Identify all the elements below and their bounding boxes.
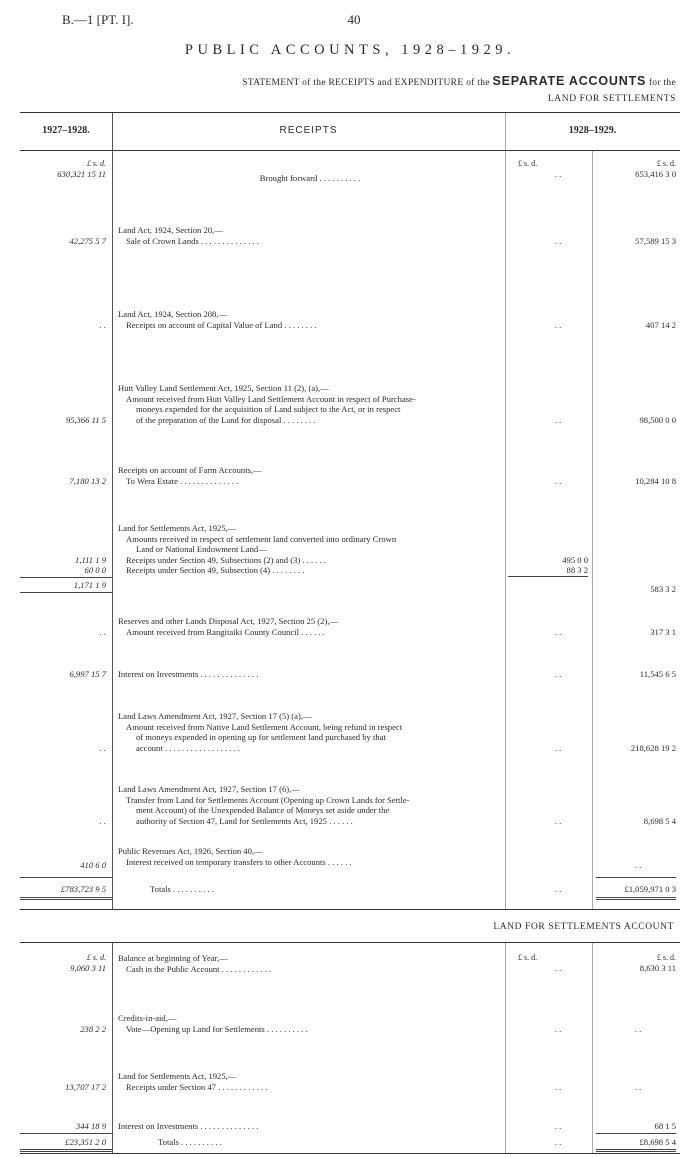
table-header (20, 113, 680, 151)
mid-amount: . . (554, 816, 562, 826)
page-title: PUBLIC ACCOUNTS, 1928–1929. (184, 42, 516, 58)
curr-amount: . . (634, 1082, 642, 1092)
column-divider (592, 150, 593, 909)
row-description-line: of the preparation of the Land for disposal . . . . . . . . (136, 414, 316, 425)
prev-amount: 410 6 0 (80, 860, 106, 870)
prev-amount: . . (99, 627, 106, 637)
row-description-line: Reserves and other Lands Disposal Act, 1927, Section 25 (2),— (118, 616, 339, 626)
row-description-line: Sale of Crown Lands . . . . . . . . . . . . . . (126, 235, 259, 246)
row-description-line: To Wera Estate . . . . . . . . . . . . . . (126, 475, 239, 486)
prev-subtotal: 1,171 1 9 (73, 580, 106, 590)
account-table (20, 942, 680, 1154)
row-description-line: ment Account) of the Unexpended Balance of Moneys set aside under the (136, 805, 390, 815)
row-description-line: Receipts under Section 49, Subsection (4) . . . . . . . . (126, 565, 305, 575)
curr-amount: 11,545 6 5 (639, 669, 676, 679)
row-description-line: Receipts under Section 47 . . . . . . . . . . . . (126, 1081, 268, 1092)
statement-prefix: STATEMENT of the RECEIPTS and EXPENDITURE of the (242, 78, 490, 88)
curr-amount: 583 3 2 (650, 584, 676, 594)
receipts-table (20, 112, 680, 910)
units-mid: £ s. d. (518, 159, 538, 168)
statement-bold: SEPARATE ACCOUNTS (492, 74, 647, 88)
prev-amount: 13,707 17 2 (65, 1082, 106, 1092)
row-description-line: Vote—Opening up Land for Settlements . . . . . . . . . . (126, 1023, 308, 1034)
row-description (118, 953, 502, 974)
row-description-line: Public Revenues Act, 1926, Section 40,— (118, 846, 263, 856)
units-mid: £ s. d. (518, 953, 538, 962)
units-prev: £ s. d. (86, 953, 106, 962)
mid-amount: . . (554, 320, 562, 330)
curr-amount: 68 1 5 (654, 1121, 676, 1131)
row-rule (20, 592, 112, 593)
section-heading-land-for-settlements-account: LAND FOR SETTLEMENTS ACCOUNT (493, 922, 674, 932)
prev-amount: 42,275 5 7 (69, 236, 106, 246)
mid-amount: 88 3 2 (566, 565, 588, 575)
row-description-line: Amount received from Hutt Valley Land Settlement Account in respect of Purchase- (126, 393, 416, 404)
row-description-line: Land or National Endowment Land— (136, 544, 267, 554)
curr-total: £1,059,971 0 3 (624, 884, 676, 894)
mid-amount: 495 0 0 (562, 555, 588, 565)
prev-total: £23,351 2 0 (65, 1137, 106, 1147)
totals-rule (596, 877, 676, 878)
mid-amount: . . (554, 1024, 562, 1034)
prev-amount: 60 0 0 (84, 565, 106, 575)
row-description (118, 784, 502, 826)
mid-amount: . . (554, 669, 562, 679)
row-description-line: authority of Section 47, Land for Settlements Act, 1925 . . . . . . (136, 815, 353, 826)
row-description-line: account . . . . . . . . . . . . . . . . . . (136, 742, 241, 753)
totals-double-rule (596, 897, 676, 900)
header-curr-year: 1928–1929. (568, 125, 617, 136)
row-description (118, 1121, 502, 1132)
prev-amount: . . (99, 743, 106, 753)
column-divider (592, 943, 593, 1153)
row-description (118, 465, 502, 486)
row-description-line: Interest received on temporary transfers to other Accounts . . . . . . (126, 856, 352, 867)
row-description-line: Amount received from Rangitaiki County Council . . . . . . (126, 626, 325, 637)
row-description-line: Land Act, 1924, Section 20,— (118, 225, 223, 235)
mid-amount: . . (554, 1137, 562, 1147)
totals-double-rule (20, 897, 112, 900)
row-description (118, 669, 502, 680)
row-description-line: Receipts on account of Capital Value of Land . . . . . . . . (126, 319, 317, 330)
row-description (118, 523, 502, 576)
column-divider (505, 943, 506, 1153)
mid-amount: . . (554, 884, 562, 894)
curr-amount: 98,500 0 0 (639, 415, 676, 425)
mid-amount: . . (554, 415, 562, 425)
curr-amount: 407 14 2 (645, 320, 676, 330)
row-description (118, 1071, 502, 1092)
row-description-line: Land for Settlements Act, 1925,— (118, 1071, 237, 1081)
mid-amount: . . (554, 743, 562, 753)
row-description (118, 711, 502, 753)
mid-amount: . . (554, 627, 562, 637)
mid-amount: . . (554, 1121, 562, 1131)
row-description-line: Credits-in-aid,— (118, 1013, 177, 1023)
row-description: Brought forward . . . . . . . . . . (259, 173, 361, 183)
row-description-line: Transfer from Land for Settlements Account (Opening up Crown Lands for Settle- (126, 794, 410, 805)
subtotal-rule (20, 577, 112, 578)
mid-amount: . . (554, 476, 562, 486)
mid-amount: . . (554, 963, 562, 973)
statement-suffix: for the (648, 78, 676, 88)
prev-amount: 344 18 9 (75, 1121, 106, 1131)
prev-amount: 7,180 13 2 (69, 476, 106, 486)
row-description-line: Land Act, 1924, Section 208,— (118, 309, 228, 319)
row-description (118, 225, 502, 246)
row-description-line: Cash in the Public Account . . . . . . . . . . . . (126, 963, 272, 974)
page-number: 40 (347, 12, 361, 27)
totals-rule (596, 1133, 676, 1134)
curr-amount: . . (634, 860, 642, 870)
totals-label: Totals . . . . . . . . . . (158, 1137, 222, 1147)
mid-amount: . . (554, 236, 562, 246)
curr-amount: 8,698 5 4 (643, 816, 676, 826)
units-prev: £ s. d. (86, 159, 106, 168)
row-description (118, 846, 502, 867)
prev-amount: 238 2 2 (80, 1024, 106, 1034)
row-description (118, 616, 502, 637)
column-divider (112, 113, 113, 909)
row-description-line: Receipts on account of Farm Accounts,— (118, 465, 262, 475)
prev-amount: 95,366 11 5 (65, 415, 106, 425)
row-description-line: Amounts received in respect of settlement land converted into ordinary Crown (126, 533, 397, 544)
row-rule (508, 576, 588, 577)
row-description-line: Land Laws Amendment Act, 1927, Section 17 (6),— (118, 784, 300, 794)
row-description-line: Land Laws Amendment Act, 1927, Section 17 (5) (a),— (118, 711, 312, 721)
header-receipts: RECEIPTS (279, 125, 338, 136)
units-right: £ s. d. (656, 159, 676, 168)
row-description-line: Interest on Investments . . . . . . . . . . . . . . (118, 1121, 259, 1131)
curr-amount: 10,284 10 8 (635, 476, 676, 486)
totals-rule (20, 1133, 112, 1134)
row-description-line: of moneys expended in opening up for settlement land purchased by that (136, 732, 386, 742)
row-description (118, 383, 502, 425)
curr-amount: 57,589 15 3 (635, 236, 676, 246)
curr-amount: 218,628 19 2 (630, 743, 676, 753)
row-description-line: moneys expended for the acquisition of Land subject to the Act, or in respect (136, 404, 401, 414)
row-description-line: Receipts under Section 49, Subsections (2) and (3) . . . . . . (126, 554, 327, 565)
prev-amount: 9,060 3 11 (70, 963, 106, 973)
section-heading-land-for-settlements: LAND FOR SETTLEMENTS (547, 94, 676, 104)
row-description-line: Amount received from Native Land Settlement Account, being refund in respect (126, 721, 403, 732)
prev-amount: 630,321 15 11 (57, 169, 106, 179)
prev-amount: 6,997 15 7 (69, 669, 106, 679)
units-right: £ s. d. (656, 953, 676, 962)
prev-amount: 1,111 1 9 (75, 555, 106, 565)
mid-amount: . . (554, 1082, 562, 1092)
row-description (118, 1013, 502, 1034)
row-description-line: Balance at beginning of Year,— (118, 953, 228, 963)
curr-amount: . . (634, 1024, 642, 1034)
row-description-line: Interest on Investments . . . . . . . . . . . . . . (118, 669, 259, 679)
prev-total: £783,723 9 5 (60, 884, 106, 894)
mid-amount: . . (554, 169, 562, 179)
curr-amount: 8,630 3 11 (639, 963, 676, 973)
row-description-line: Hutt Valley Land Settlement Act, 1925, Section 11 (2), (a),— (118, 383, 329, 393)
statement-line (242, 74, 676, 88)
totals-double-rule (20, 1149, 112, 1152)
curr-amount: 317 3 1 (650, 627, 676, 637)
header-prev-year: 1927–1928. (42, 125, 90, 136)
prev-amount: . . (99, 816, 106, 826)
totals-label: Totals . . . . . . . . . . (150, 884, 214, 894)
curr-total: £8,698 5 4 (639, 1137, 676, 1147)
prev-amount: . . (99, 320, 106, 330)
totals-rule (20, 877, 112, 878)
row-description-line: Land for Settlements Act, 1925,— (118, 523, 237, 533)
curr-amount: 653,416 3 0 (635, 169, 676, 179)
totals-double-rule (596, 1149, 676, 1152)
page-reference: B.—1 [PT. I]. (62, 12, 134, 27)
column-divider (112, 943, 113, 1153)
row-description (118, 309, 502, 330)
column-divider (505, 113, 506, 909)
